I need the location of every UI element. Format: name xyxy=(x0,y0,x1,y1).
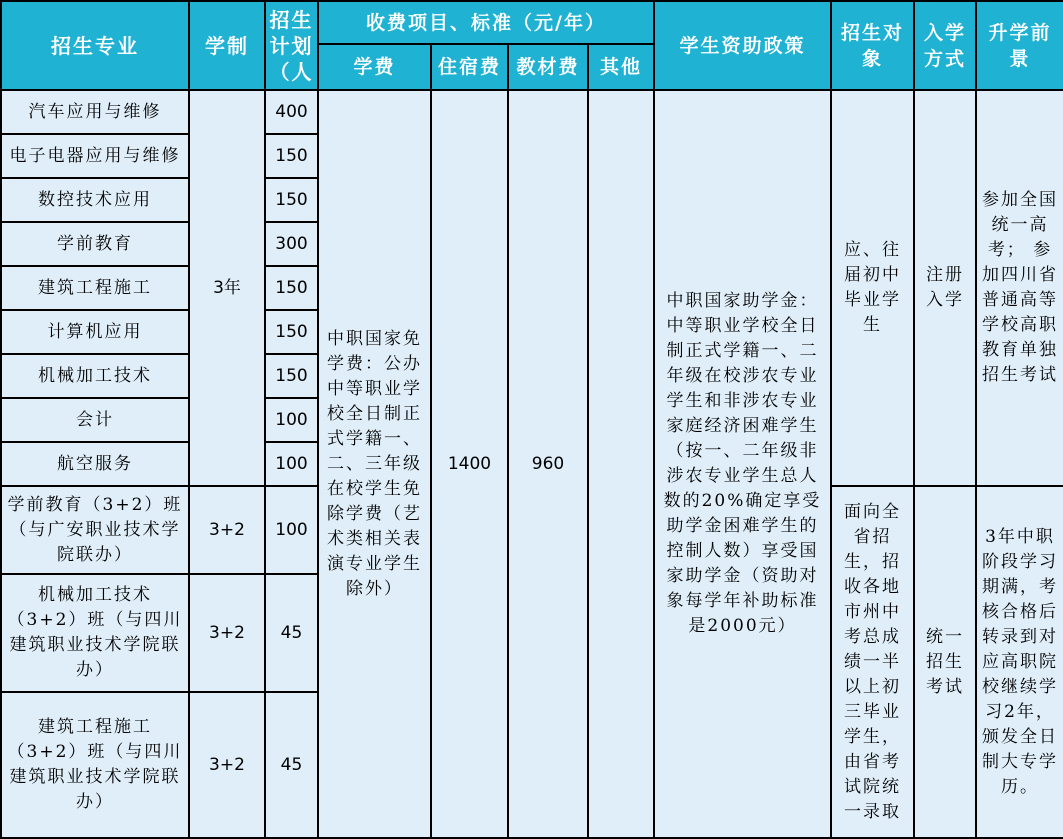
major-cell: 学前教育 xyxy=(1,222,189,266)
tuition-policy: 中职国家免学费：公办中等职业学校全日制正式学籍一、二、三年级在校学生免除学费（艺术类相关表演专业学生除外） xyxy=(318,90,431,838)
plan-cell: 150 xyxy=(265,310,318,354)
header-books: 教材费 xyxy=(508,44,588,90)
prospects-3yr: 参加全国统一高考； 参加四川省普通高等学校高职教育单独招生考试 xyxy=(976,90,1063,486)
header-aid: 学生资助政策 xyxy=(654,1,831,90)
header-method: 入学方式 xyxy=(914,1,976,90)
plan-cell: 150 xyxy=(265,134,318,178)
plan-cell: 150 xyxy=(265,178,318,222)
major-cell: 建筑工程施工（3+2）班（与四川建筑职业技术学院联办） xyxy=(1,692,189,838)
major-cell: 航空服务 xyxy=(1,442,189,486)
aid-policy: 中职国家助学金：中等职业学校全日制正式学籍一、二年级在校涉农专业学生和非涉农专业家庭经济困难学生（按一、二年级非涉农专业学生总人数的20%确定享受助学金困难学生的控制人数）享受国家助学金（资助对象每学年补助标准是2000元） xyxy=(654,90,831,838)
plan-cell: 100 xyxy=(265,442,318,486)
header-tuition: 学费 xyxy=(318,44,431,90)
target-32: 面向全省招生，招收各地市州中考总成绩一半以上初三毕业学生，由省考试院统一录取 xyxy=(831,486,914,838)
prospects-32: 3年中职阶段学习期满，考核合格后转录到对应高职院校继续学习2年，颁发全日制大专学历。 xyxy=(976,486,1063,838)
header-other: 其他 xyxy=(588,44,654,90)
header-plan: 招生计划（人 xyxy=(265,1,318,90)
major-cell: 汽车应用与维修 xyxy=(1,90,189,134)
plan-cell: 150 xyxy=(265,354,318,398)
header-fees: 收费项目、标准（元/年） xyxy=(318,1,654,44)
major-cell: 机械加工技术（3+2）班（与四川建筑职业技术学院联办） xyxy=(1,574,189,692)
major-cell: 建筑工程施工 xyxy=(1,266,189,310)
plan-cell: 400 xyxy=(265,90,318,134)
target-3yr: 应、往届初中毕业学生 xyxy=(831,90,914,486)
header-duration: 学制 xyxy=(189,1,265,90)
book-fee: 960 xyxy=(508,90,588,838)
method-3yr: 注册入学 xyxy=(914,90,976,486)
duration-3yr: 3年 xyxy=(189,90,265,486)
major-cell: 学前教育（3+2）班（与广安职业技术学院联办） xyxy=(1,486,189,574)
plan-cell: 300 xyxy=(265,222,318,266)
plan-cell: 150 xyxy=(265,266,318,310)
plan-cell: 100 xyxy=(265,486,318,574)
method-32: 统一招生考试 xyxy=(914,486,976,838)
plan-cell: 45 xyxy=(265,574,318,692)
other-fee xyxy=(588,90,654,838)
dorm-fee: 1400 xyxy=(431,90,508,838)
plan-cell: 45 xyxy=(265,692,318,838)
major-cell: 机械加工技术 xyxy=(1,354,189,398)
header-major: 招生专业 xyxy=(1,1,189,90)
major-cell: 计算机应用 xyxy=(1,310,189,354)
major-cell: 会计 xyxy=(1,398,189,442)
major-cell: 数控技术应用 xyxy=(1,178,189,222)
header-dorm: 住宿费 xyxy=(431,44,508,90)
header-prospects: 升学前景 xyxy=(976,1,1063,90)
header-target: 招生对象 xyxy=(831,1,914,90)
major-cell: 电子电器应用与维修 xyxy=(1,134,189,178)
plan-cell: 100 xyxy=(265,398,318,442)
duration-cell: 3+2 xyxy=(189,692,265,838)
duration-cell: 3+2 xyxy=(189,574,265,692)
duration-cell: 3+2 xyxy=(189,486,265,574)
